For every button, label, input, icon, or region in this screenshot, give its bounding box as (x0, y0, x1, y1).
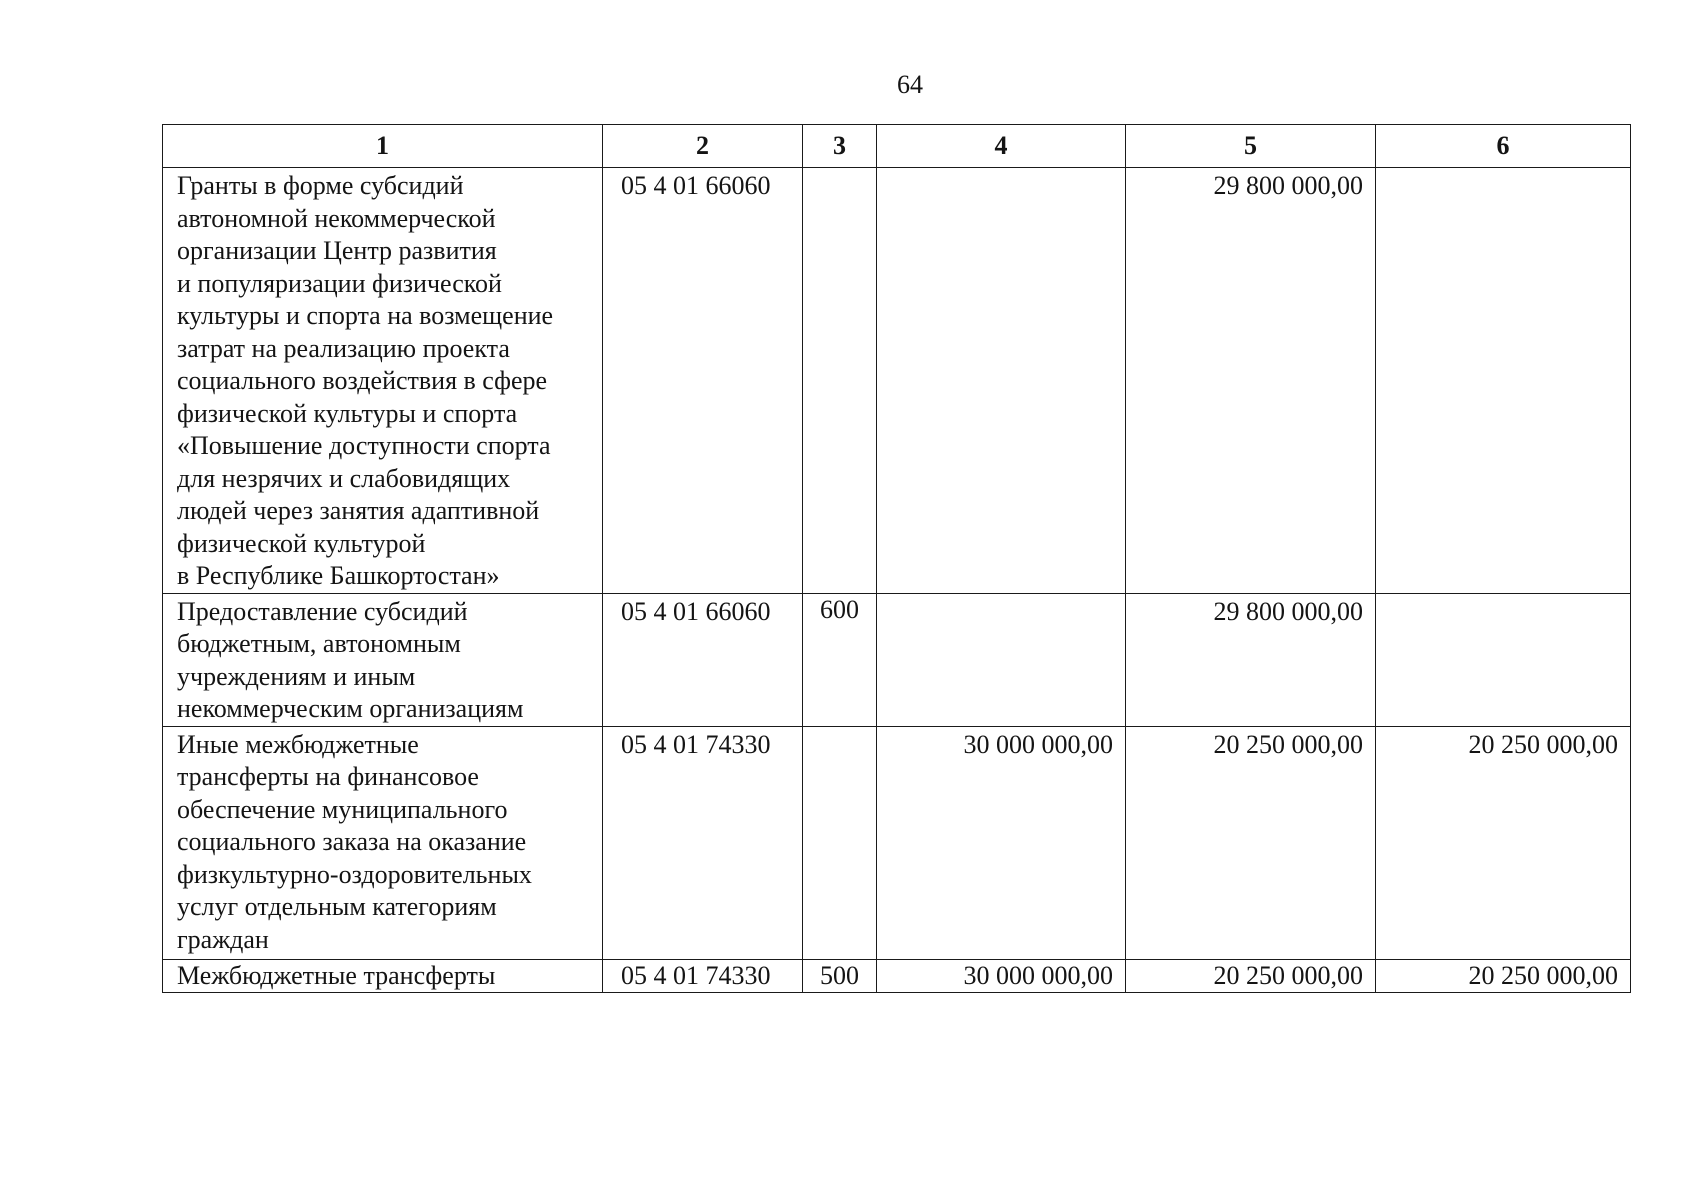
row-col5-cell: 29 800 000,00 (1126, 593, 1376, 726)
row-type-cell (803, 726, 877, 959)
row-name-cell (163, 168, 603, 594)
column-header-1: 1 (163, 125, 603, 168)
row-name-line: физической культурой (177, 528, 426, 558)
row-name-line: граждан (177, 924, 269, 954)
row-type-cell: 600 (803, 593, 877, 726)
table-row (163, 593, 1631, 726)
row-name-line: социального заказа на оказание (177, 827, 527, 856)
row-name-line: людей через занятия адаптивной (177, 496, 540, 525)
column-header-4: 4 (877, 125, 1126, 168)
row-col6-cell (1376, 593, 1631, 726)
row-name-line: физической культуры и спорта (177, 398, 518, 428)
row-name-line: Межбюджетные трансферты (177, 960, 496, 990)
row-type-cell: 500 (803, 959, 877, 993)
row-name-line: учреждениям и иным (177, 661, 416, 691)
column-header-2: 2 (603, 125, 803, 168)
row-name-line: «Повышение доступности спорта (177, 431, 551, 460)
row-col6-cell (1376, 168, 1631, 594)
row-name-line: некоммерческим организациям (177, 694, 524, 723)
table-row (163, 168, 1631, 594)
row-code-cell: 05 4 01 66060 (603, 593, 803, 726)
row-name-line: физкультурно-оздоровительных (177, 859, 532, 889)
row-name-line: бюджетным, автономным (177, 629, 461, 658)
row-name-line: организации Центр развития (177, 236, 497, 265)
row-col5-cell: 20 250 000,00 (1126, 959, 1376, 993)
row-code-cell: 05 4 01 74330 (603, 726, 803, 959)
row-code-cell: 05 4 01 74330 (603, 959, 803, 993)
row-name-line: социального воздействия в сфере (177, 366, 548, 395)
column-header-6: 6 (1376, 125, 1631, 168)
column-header-5: 5 (1126, 125, 1376, 168)
row-name-line: Предоставление субсидий (177, 596, 468, 626)
row-name-line: обеспечение муниципального (177, 794, 508, 824)
row-name-line: трансферты на финансовое (177, 762, 479, 791)
column-header-3: 3 (803, 125, 877, 168)
row-name-line: и популяризации физической (177, 268, 502, 298)
row-col6-cell: 20 250 000,00 (1376, 726, 1631, 959)
row-type-cell (803, 168, 877, 594)
budget-table (162, 124, 1631, 993)
row-name-line: услуг отдельным категориям (177, 892, 497, 921)
row-name-cell (163, 726, 603, 959)
row-code-cell: 05 4 01 66060 (603, 168, 803, 594)
row-col4-cell: 30 000 000,00 (877, 959, 1126, 993)
table-row (163, 726, 1631, 959)
table-row (163, 959, 1631, 993)
header-row (163, 125, 1631, 168)
row-col4-cell: 30 000 000,00 (877, 726, 1126, 959)
row-name-line: Иные межбюджетные (177, 729, 419, 759)
row-name-cell (163, 593, 603, 726)
row-col4-cell (877, 593, 1126, 726)
row-name-line: автономной некоммерческой (177, 203, 496, 233)
row-col4-cell (877, 168, 1126, 594)
page-number: 64 (897, 70, 923, 99)
row-col6-cell: 20 250 000,00 (1376, 959, 1631, 993)
row-name-line: в Республике Башкортостан» (177, 561, 500, 590)
row-name-line: для незрячих и слабовидящих (177, 463, 511, 493)
row-name-line: Гранты в форме субсидий (177, 171, 464, 200)
row-col5-cell: 29 800 000,00 (1126, 168, 1376, 594)
row-name-line: затрат на реализацию проекта (177, 333, 510, 363)
row-name-cell (163, 959, 603, 993)
row-name-line: культуры и спорта на возмещение (177, 301, 554, 330)
row-col5-cell: 20 250 000,00 (1126, 726, 1376, 959)
